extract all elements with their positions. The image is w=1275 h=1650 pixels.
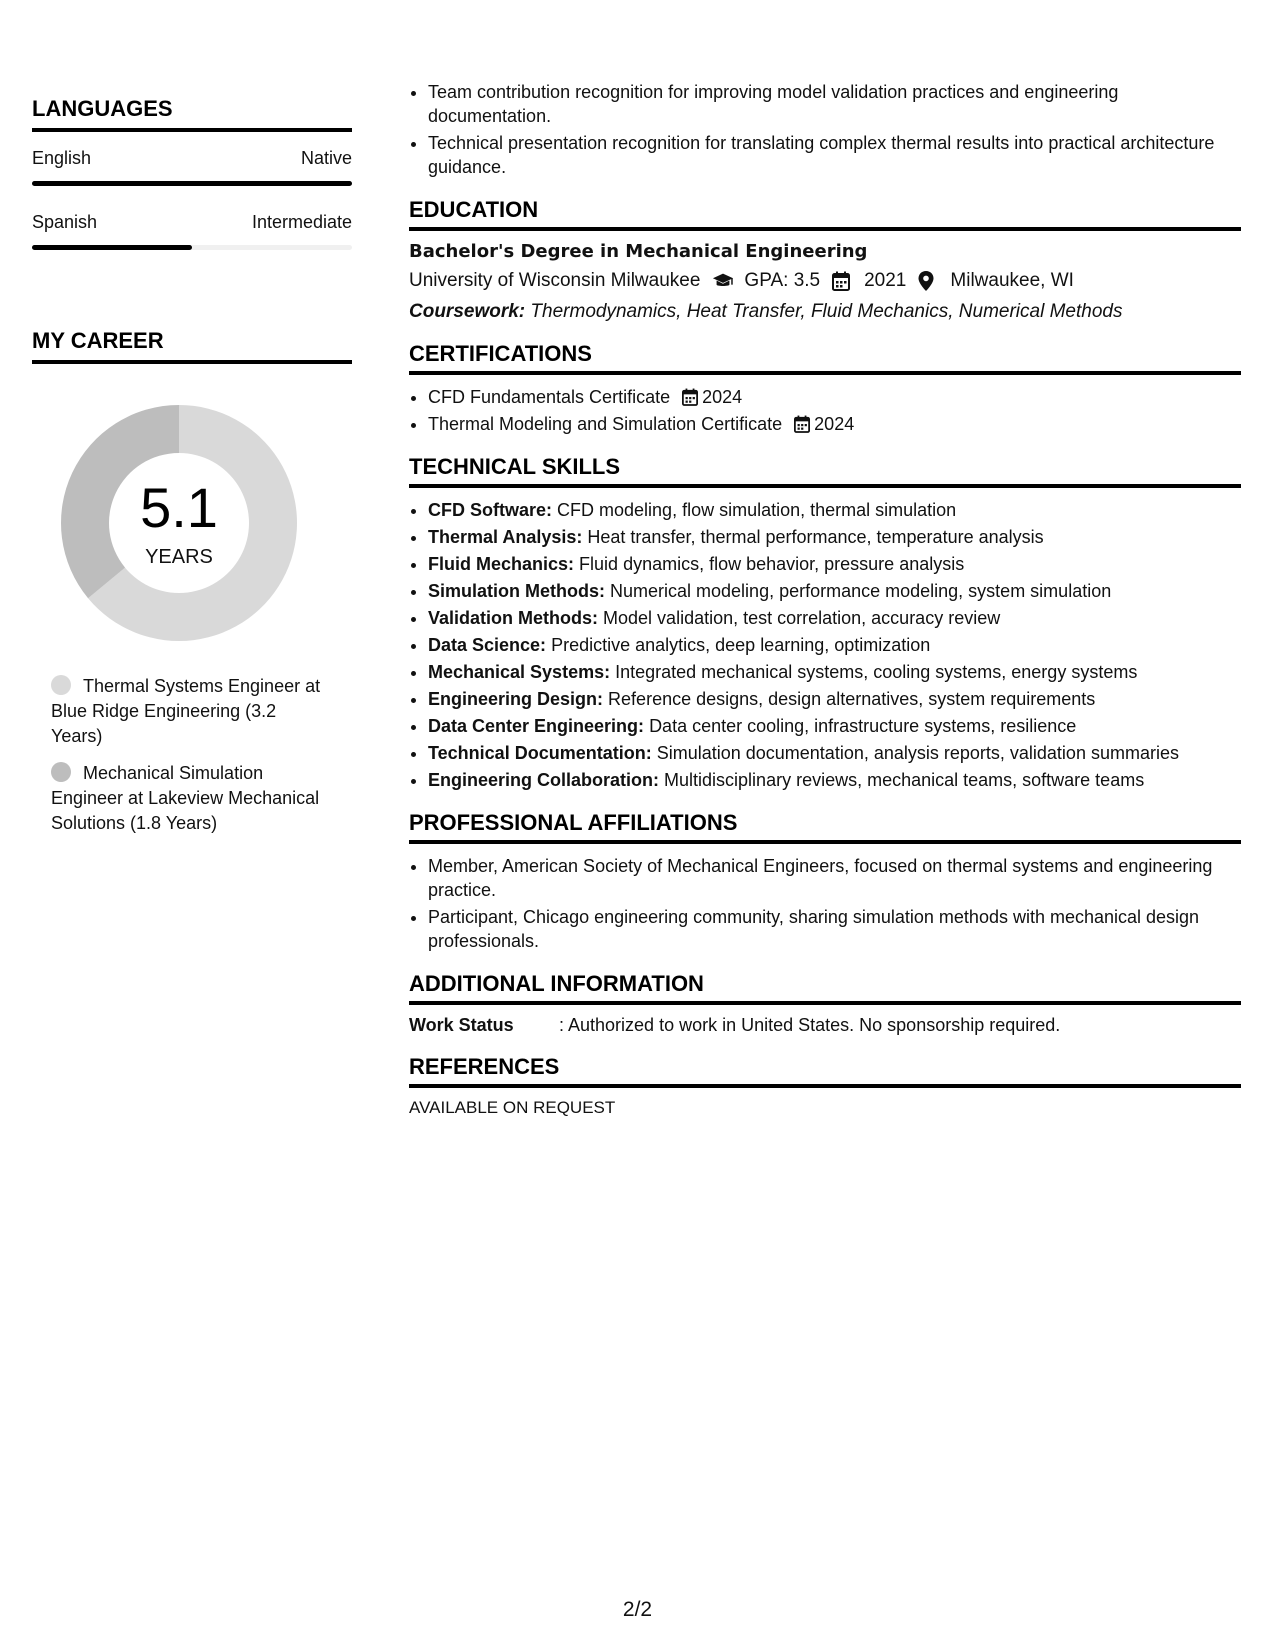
references-section (409, 1054, 1241, 1118)
language-level: Intermediate (251, 212, 352, 232)
language-name: Spanish (32, 212, 98, 232)
recognition-item: • Technical presentation recognition for translating complex thermal results into practical architecture guidance. (428, 131, 1241, 179)
recognition-item: • Team contribution recognition for improving model validation practices and engineering documentation. (428, 80, 1241, 128)
skill-item (428, 606, 1241, 630)
skill-label: Data Science: (428, 635, 547, 655)
education-school: University of Wisconsin Milwaukee (409, 270, 701, 291)
career-legend-label: Thermal Systems Engineer at Blue Ridge Engineering (3.2 Years) (51, 676, 321, 746)
skill-label: Simulation Methods: (428, 581, 605, 601)
skill-item (428, 741, 1241, 765)
legend-dot-icon (51, 675, 71, 695)
skill-item (428, 633, 1241, 657)
skill-value: Numerical modeling, performance modeling, system simulation (610, 581, 1112, 601)
education-details (409, 270, 1241, 292)
certifications-title: CERTIFICATIONS (409, 341, 1241, 375)
skill-label: Engineering Design: (428, 689, 604, 709)
certification-year: 2024 (702, 387, 743, 407)
skill-value: Heat transfer, thermal performance, temperature analysis (587, 527, 1044, 547)
right-column (409, 80, 1241, 1118)
certification-year: 2024 (814, 414, 855, 434)
skill-item (428, 525, 1241, 549)
additional-info-section (409, 971, 1241, 1036)
recognition-list (409, 80, 1241, 179)
skill-item (428, 660, 1241, 684)
skill-label: Mechanical Systems: (428, 662, 611, 682)
language-item (32, 148, 352, 186)
skill-item (428, 579, 1241, 603)
skill-value: CFD modeling, flow simulation, thermal simulation (557, 500, 957, 520)
education-degree: Bachelor's Degree in Mechanical Engineering (409, 241, 868, 262)
skill-item (428, 552, 1241, 576)
graduation-cap-icon (712, 271, 734, 291)
education-title: EDUCATION (409, 197, 1241, 231)
career-legend-label: Mechanical Simulation Engineer at Lakeview Mechanical Solutions (1.8 Years) (51, 763, 320, 833)
skill-value: Integrated mechanical systems, cooling systems, energy systems (615, 662, 1138, 682)
skill-item (428, 687, 1241, 711)
education-section (409, 197, 1241, 323)
page-number: 2/2 (622, 1598, 653, 1621)
career-title: MY CAREER (32, 328, 352, 364)
skill-value: Fluid dynamics, flow behavior, pressure analysis (579, 554, 965, 574)
career-donut-chart (54, 398, 304, 648)
skill-label: Fluid Mechanics: (428, 554, 575, 574)
career-total-unit: YEARS (145, 546, 213, 568)
coursework-label: Coursework: (409, 301, 526, 322)
education-location: Milwaukee, WI (950, 270, 1074, 291)
affiliation-list (409, 854, 1241, 953)
education-gpa: GPA: 3.5 (744, 270, 821, 291)
certification-name: CFD Fundamentals Certificate (428, 387, 671, 407)
skills-list (409, 498, 1241, 792)
certification-item (428, 412, 1241, 436)
language-level: Native (300, 148, 352, 168)
affiliation-item: • Member, American Society of Mechanical Engineers, focused on thermal systems and engineering practice. (428, 854, 1241, 902)
skill-label: Validation Methods: (428, 608, 599, 628)
education-coursework (409, 301, 1241, 323)
affiliation-item: • Participant, Chicago engineering community, sharing simulation methods with mechanical design professionals. (428, 905, 1241, 953)
certifications-section (409, 341, 1241, 436)
skill-item (428, 498, 1241, 522)
certification-item (428, 385, 1241, 409)
career-legend-item (51, 761, 331, 836)
career-legend (32, 674, 352, 836)
affiliations-title: PROFESSIONAL AFFILIATIONS (409, 810, 1241, 844)
calendar-icon (682, 388, 700, 406)
language-proficiency-fill (32, 245, 192, 250)
skill-value: Simulation documentation, analysis reports, validation summaries (656, 743, 1179, 763)
career-total-years: 5.1 (140, 476, 218, 539)
career-legend-item (51, 674, 331, 749)
skill-value: Multidisciplinary reviews, mechanical teams, software teams (664, 770, 1145, 790)
skill-label: Data Center Engineering: (428, 716, 645, 736)
work-status-label: Work Status (409, 1015, 514, 1035)
skill-value: Model validation, test correlation, accuracy review (603, 608, 1001, 628)
language-name: English (32, 148, 92, 168)
skills-title: TECHNICAL SKILLS (409, 454, 1241, 488)
certification-list (409, 385, 1241, 436)
calendar-icon (832, 271, 854, 291)
skill-label: Thermal Analysis: (428, 527, 583, 547)
certification-name: Thermal Modeling and Simulation Certificate (428, 414, 783, 434)
language-item (32, 212, 352, 250)
references-text: AVAILABLE ON REQUEST (409, 1098, 616, 1117)
additional-info-title: ADDITIONAL INFORMATION (409, 971, 1241, 1005)
coursework-value: Thermodynamics, Heat Transfer, Fluid Mechanics, Numerical Methods (530, 301, 1123, 322)
language-proficiency-fill (32, 181, 352, 186)
skill-item (428, 768, 1241, 792)
work-status-value: : Authorized to work in United States. No sponsorship required. (559, 1015, 1061, 1035)
location-pin-icon (918, 271, 940, 291)
skill-value: Predictive analytics, deep learning, optimization (551, 635, 931, 655)
language-proficiency-bar (32, 245, 352, 250)
skill-value: Data center cooling, infrastructure systems, resilience (649, 716, 1077, 736)
references-title: REFERENCES (409, 1054, 1241, 1088)
skill-label: Technical Documentation: (428, 743, 652, 763)
legend-dot-icon (51, 762, 71, 782)
skills-section (409, 454, 1241, 792)
skill-item (428, 714, 1241, 738)
languages-title: LANGUAGES (32, 96, 352, 132)
calendar-icon (794, 415, 812, 433)
education-year: 2021 (864, 270, 907, 291)
left-column (32, 96, 352, 848)
skill-label: CFD Software: (428, 500, 553, 520)
skill-label: Engineering Collaboration: (428, 770, 660, 790)
language-proficiency-bar (32, 181, 352, 186)
work-status-row (409, 1015, 1241, 1036)
skill-value: Reference designs, design alternatives, system requirements (608, 689, 1096, 709)
affiliations-section (409, 810, 1241, 953)
